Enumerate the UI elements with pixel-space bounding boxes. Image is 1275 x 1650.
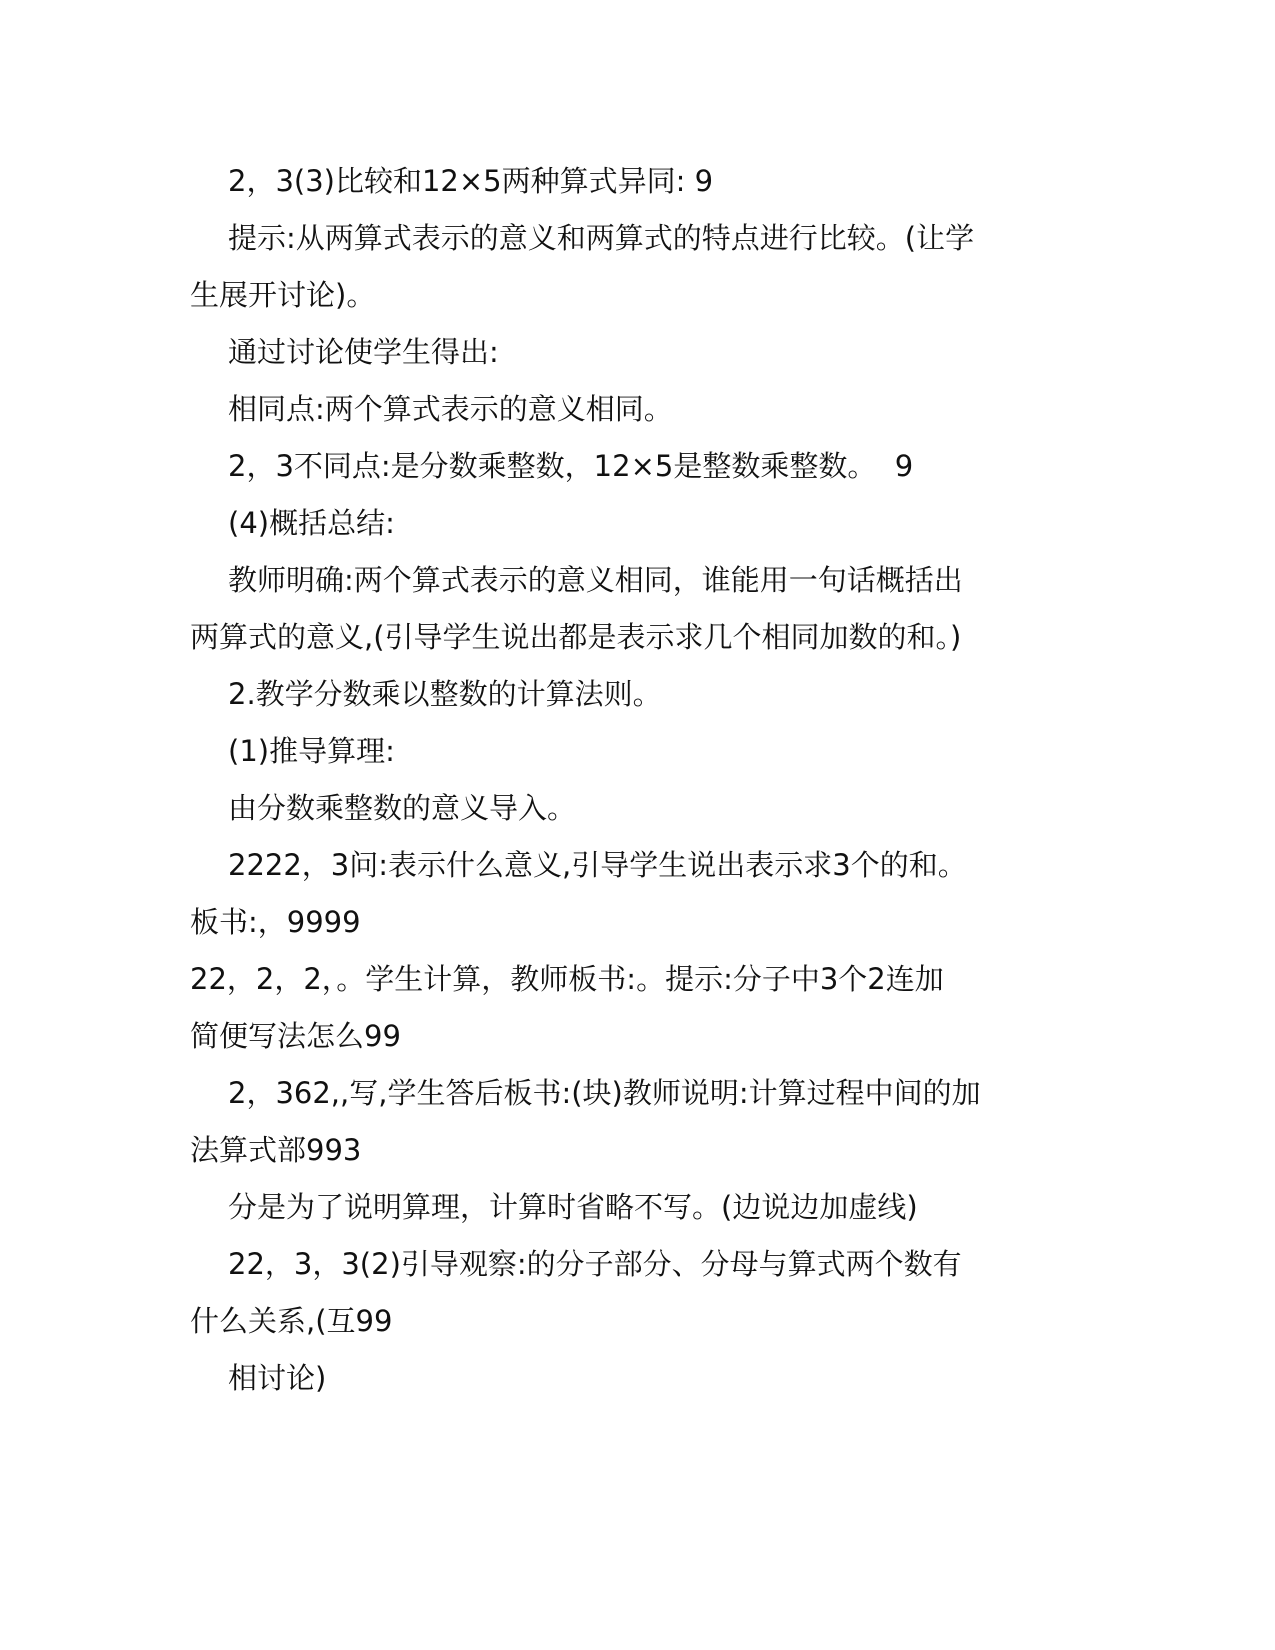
text-line: 什么关系,(互99: [190, 1304, 393, 1338]
text-line: 2，3(3)比较和12×5两种算式异同: 9: [228, 164, 714, 198]
text-line: (1)推导算理:: [228, 734, 395, 768]
text-line: (4)概括总结:: [228, 506, 395, 540]
text-line: 相讨论): [228, 1361, 327, 1395]
text-line: 通过讨论使学生得出:: [228, 335, 499, 369]
text-line: 相同点:两个算式表示的意义相同。: [228, 392, 673, 426]
text-line: 2，3不同点:是分数乘整数，12×5是整数乘整数。 9: [228, 449, 914, 483]
text-line: 2，362,,写,学生答后板书:(块)教师说明:计算过程中间的加: [228, 1076, 981, 1110]
text-line: 两算式的意义,(引导学生说出都是表示求几个相同加数的和。): [190, 620, 962, 654]
text-line: 生展开讨论)。: [190, 278, 376, 312]
text-line: 教师明确:两个算式表示的意义相同，谁能用一句话概括出: [228, 563, 963, 597]
text-line: 分是为了说明算理，计算时省略不写。(边说边加虚线): [228, 1190, 918, 1224]
document-body: [190, 153, 1090, 1407]
text-line: 板书:，9999: [190, 905, 361, 939]
text-line: 22，3，3(2)引导观察:的分子部分、分母与算式两个数有: [228, 1247, 962, 1281]
text-line: 提示:从两算式表示的意义和两算式的特点进行比较。(让学: [228, 221, 975, 255]
text-line: 简便写法怎么99: [190, 1019, 401, 1053]
text-line: 由分数乘整数的意义导入。: [228, 791, 577, 825]
text-line: 2.教学分数乘以整数的计算法则。: [228, 677, 662, 711]
text-line: 22，2，2，。学生计算，教师板书:。提示:分子中3个2连加: [190, 962, 944, 996]
text-line: 法算式部993: [190, 1133, 362, 1167]
text-line: 2222，3问:表示什么意义,引导学生说出表示求3个的和。: [228, 848, 967, 882]
